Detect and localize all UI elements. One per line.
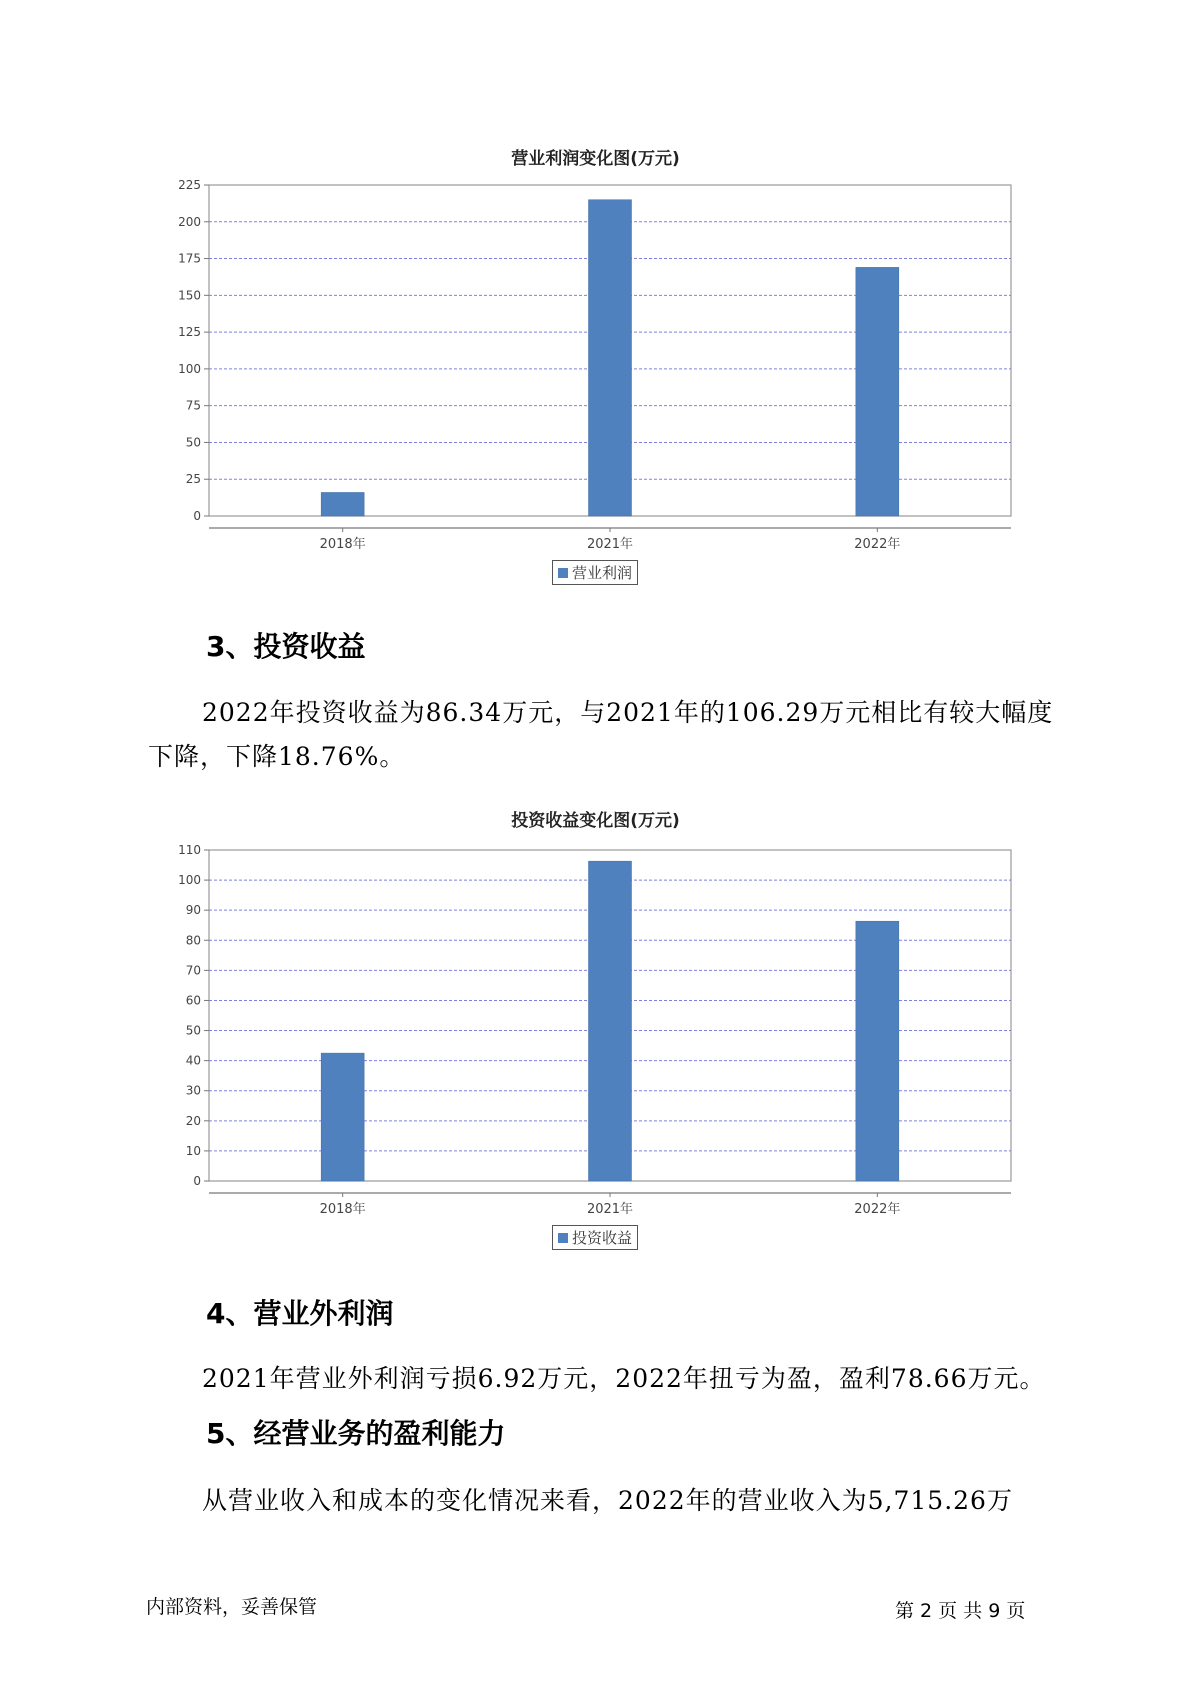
- chart1-legend-label: 营业利润: [572, 564, 633, 582]
- section-3-para-line1: 2022年投资收益为86.34万元，与2021年的106.29万元相比有较大幅度: [202, 698, 1054, 727]
- chart2-bar: [856, 921, 899, 1181]
- chart2-y-tick-label: 100: [178, 873, 201, 888]
- chart1-y-tick-label: 75: [185, 398, 201, 413]
- chart2-y-tick-label: 0: [193, 1174, 201, 1188]
- chart1-y-tick-label: 50: [185, 435, 201, 450]
- section-3-heading: 3、投资收益: [206, 630, 366, 663]
- footer-confidential: 内部资料，妥善保管: [146, 1596, 318, 1618]
- chart2-legend: [552, 1225, 638, 1250]
- chart1-y-tick-label: 125: [178, 325, 201, 340]
- chart2-y-tick-label: 30: [185, 1083, 201, 1098]
- chart2-y-tick-label: 50: [185, 1023, 201, 1038]
- chart1-y-tick-label: 0: [193, 509, 201, 523]
- chart2-bar: [589, 861, 632, 1181]
- chart1-y-tick-label: 25: [185, 472, 201, 487]
- chart1-y-tick-label: 175: [178, 251, 201, 266]
- chart1-y-tick-label: 100: [178, 361, 201, 376]
- chart1-y-tick-label: 200: [178, 214, 201, 229]
- chart2-y-tick-label: 80: [185, 933, 201, 948]
- section-4-para-line1: 2021年营业外利润亏损6.92万元，2022年扭亏为盈，盈利78.66万元。: [202, 1364, 1046, 1393]
- chart2-y-tick-label: 90: [185, 903, 201, 918]
- chart2-x-tick-label: 2021年: [586, 1202, 634, 1217]
- chart2-legend-label: 投资收益: [572, 1229, 633, 1247]
- legend-swatch: [558, 1233, 568, 1243]
- legend-swatch: [558, 568, 568, 578]
- chart2-title: 投资收益变化图(万元): [511, 811, 680, 831]
- chart1-plot-frame: [209, 185, 1011, 516]
- chart2-x-tick-label: 2018年: [319, 1202, 366, 1217]
- chart2-y-tick-label: 110: [178, 843, 201, 857]
- chart2-y-tick-label: 70: [185, 963, 201, 978]
- footer-page-number: 第 2 页 共 9 页: [895, 1600, 1026, 1622]
- chart2-bar: [321, 1053, 364, 1181]
- section-5-heading: 5、经营业务的盈利能力: [206, 1417, 506, 1450]
- chart1-x-tick-label: 2018年: [319, 537, 366, 552]
- chart1-bar: [589, 200, 632, 516]
- chart2-y-tick-label: 10: [185, 1143, 201, 1158]
- section-5-para-line1: 从营业收入和成本的变化情况来看，2022年的营业收入为5,715.26万: [202, 1486, 1013, 1515]
- chart1-y-tick-label: 150: [178, 288, 201, 303]
- chart1-y-tick-label: 225: [178, 178, 201, 192]
- chart2-y-tick-label: 20: [185, 1113, 201, 1128]
- section-3-para-line2: 下降，下降18.76%。: [148, 742, 406, 771]
- chart1-x-tick-label: 2021年: [586, 537, 634, 552]
- section-4-heading: 4、营业外利润: [206, 1297, 394, 1330]
- chart1-legend: [552, 560, 638, 585]
- chart2-y-tick-label: 40: [185, 1053, 201, 1068]
- chart2-y-tick-label: 60: [185, 993, 201, 1008]
- chart1-x-tick-label: 2022年: [854, 537, 901, 552]
- chart2-plot-frame: [209, 850, 1011, 1181]
- chart1-bar: [321, 492, 364, 516]
- chart2-x-tick-label: 2022年: [854, 1202, 901, 1217]
- chart1-title: 营业利润变化图(万元): [511, 149, 680, 169]
- chart1-bar: [856, 267, 899, 516]
